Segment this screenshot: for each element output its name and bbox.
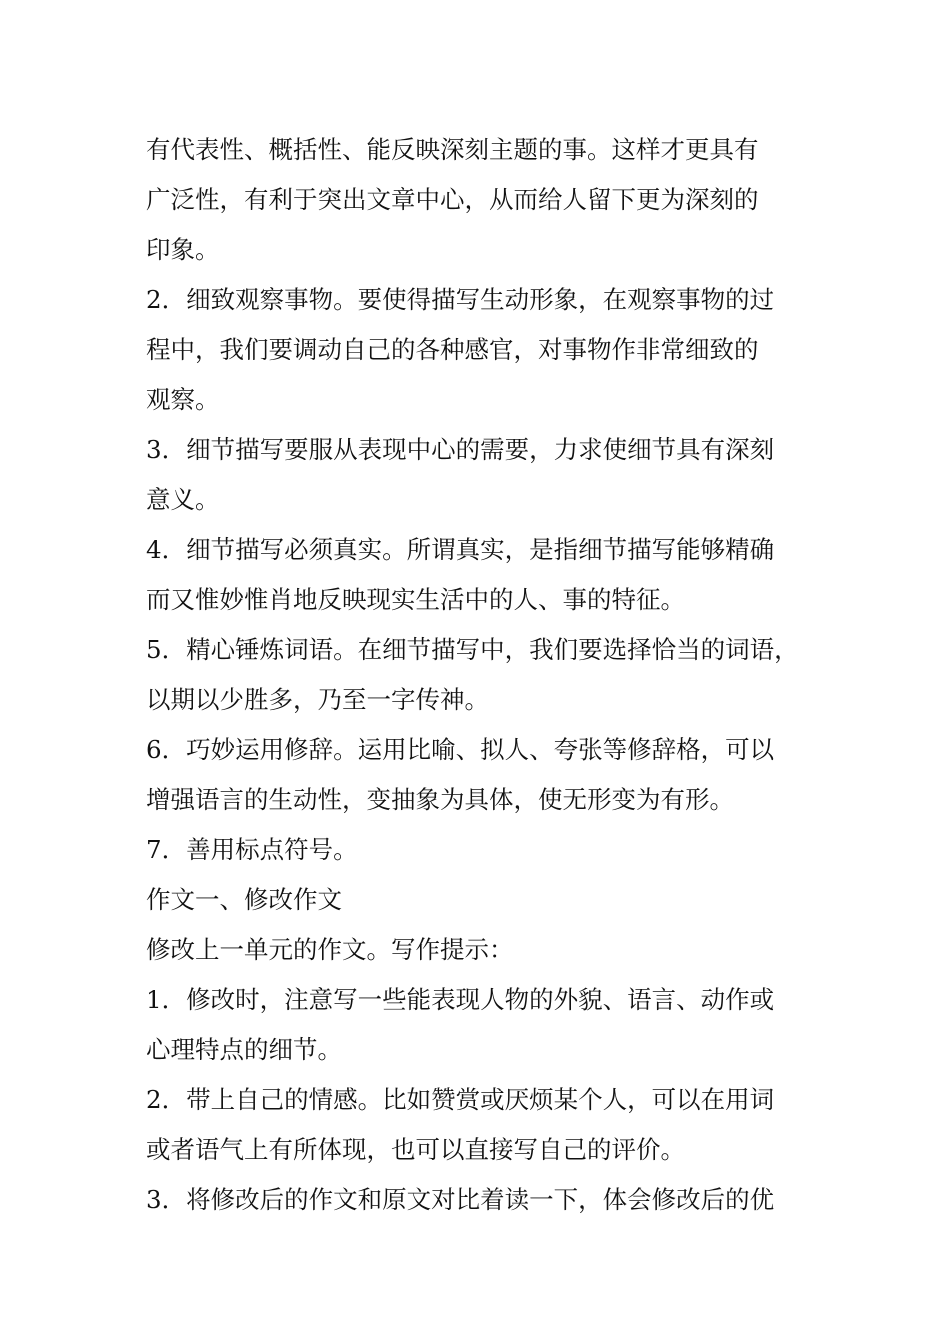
text-line: 意义。: [146, 485, 220, 514]
text-line: 3．将修改后的作文和原文对比着读一下，体会修改后的优: [146, 1185, 775, 1214]
text-line: 4．细节描写必须真实。所谓真实，是指细节描写能够精确: [146, 535, 775, 564]
text-line: 广泛性，有利于突出文章中心，从而给人留下更为深刻的: [146, 185, 759, 214]
text-line: 观察。: [146, 385, 220, 414]
text-line: 而又惟妙惟肖地反映现实生活中的人、事的特征。: [146, 585, 685, 614]
text-line: 或者语气上有所体现，也可以直接写自己的评价。: [146, 1135, 685, 1164]
text-line: 1．修改时，注意写一些能表现人物的外貌、语言、动作或: [146, 985, 775, 1014]
text-line: 5．精心锤炼词语。在细节描写中，我们要选择恰当的词语，: [146, 635, 799, 664]
text-line: 印象。: [146, 235, 220, 264]
section-heading: 作文一、修改作文: [146, 885, 342, 914]
text-line: 有代表性、概括性、能反映深刻主题的事。这样才更具有: [146, 135, 759, 164]
text-line: 6．巧妙运用修辞。运用比喻、拟人、夸张等修辞格，可以: [146, 735, 775, 764]
text-line: 增强语言的生动性，变抽象为具体，使无形变为有形。: [146, 785, 734, 814]
text-line: 3．细节描写要服从表现中心的需要，力求使细节具有深刻: [146, 435, 775, 464]
text-line: 2．细致观察事物。要使得描写生动形象，在观察事物的过: [146, 285, 775, 314]
text-line: 程中，我们要调动自己的各种感官，对事物作非常细致的: [146, 335, 759, 364]
text-line: 2．带上自己的情感。比如赞赏或厌烦某个人，可以在用词: [146, 1085, 775, 1114]
text-line: 修改上一单元的作文。写作提示：: [146, 935, 514, 964]
text-line: 心理特点的细节。: [146, 1035, 342, 1064]
text-line: 以期以少胜多，乃至一字传神。: [146, 685, 489, 714]
document-body: [146, 125, 826, 1225]
text-line: 7．善用标点符号。: [146, 835, 358, 864]
